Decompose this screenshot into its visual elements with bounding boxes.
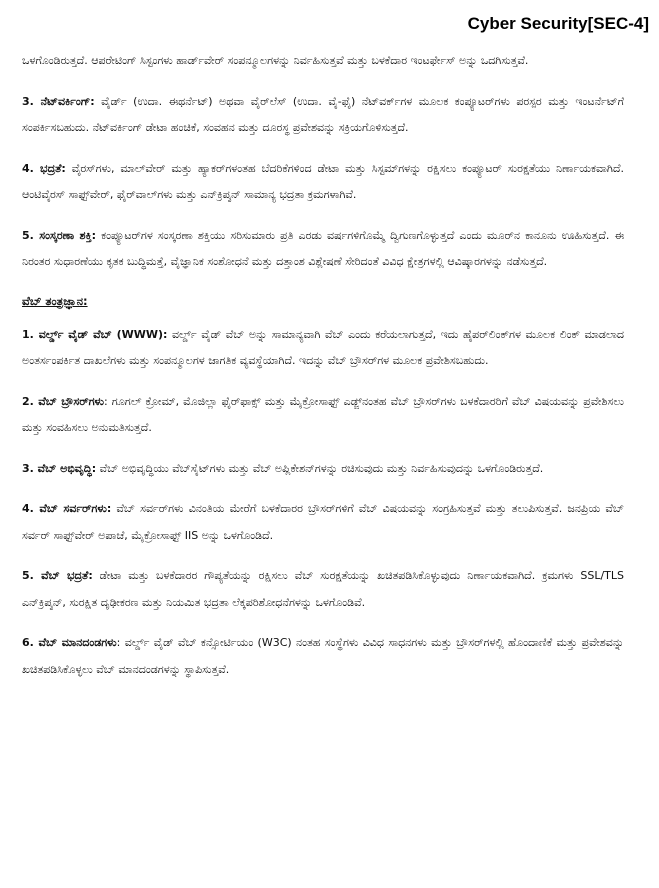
page-header-title: Cyber Security[SEC-4] (467, 14, 649, 33)
web-standards-paragraph (22, 630, 624, 683)
web-servers-text: ವೆಬ್ ಸರ್ವರ್‌ಗಳು ವಿನಂತಿಯ ಮೇರೆಗೆ ಬಳಕೆದಾರರ ಬ್ರೌಸರ್‌ಗಳಿಗೆ ವೆಬ್ ವಿಷಯವನ್ನು ಸಂಗ್ರಹಿಸುತ್ತವೆ ಮತ್ತು ತಲುಪಿಸುತ್ತವೆ. ಜನಪ್ರಿಯ ವೆಬ್ ಸರ್ವರ್ ಸಾಫ್ಟ್‌ವೇರ್ ಅಪಾಚೆ, ಮೈಕ್ರೋಸಾಫ್ಟ್ IIS ಅನ್ನು ಒಳಗೊಂಡಿದೆ. (22, 502, 624, 542)
web-security-term: 5. ವೆಬ್ ಭದ್ರತೆ: (22, 569, 93, 582)
networking-text: ವೈರ್ಡ್ (ಉದಾ. ಈಥರ್ನೆಟ್) ಅಥವಾ ವೈರ್‌ಲೆಸ್ (ಉದಾ. ವೈ-ಫೈ) ನೆಟ್‌ವರ್ಕ್‌ಗಳ ಮೂಲಕ ಕಂಪ್ಯೂಟರ್‌ಗಳು ಪರಸ್ಪರ ಮತ್ತು ಇಂಟರ್ನೆಟ್‌ಗೆ ಸಂಪರ್ಕಿಸಬಹುದು. ನೆಟ್‌ವರ್ಕಿಂಗ್ ಡೇಟಾ ಹಂಚಿಕೆ, ಸಂವಹನ ಮತ್ತು ದೂರಸ್ಥ ಪ್ರವೇಶವನ್ನು ಸಕ್ರಿಯಗೊಳಿಸುತ್ತದೆ. (22, 94, 624, 134)
web-servers-paragraph (22, 496, 624, 549)
intro-paragraph: ಒಳಗೊಂಡಿರುತ್ತದೆ. ಆಪರೇಟಿಂಗ್ ಸಿಸ್ಟಂಗಳು ಹಾರ್ಡ್‌ವೇರ್ ಸಂಪನ್ಮೂಲಗಳನ್ನು ನಿರ್ವಹಿಸುತ್ತವೆ ಮತ್ತು ಬಳಕೆದಾರ ಇಂಟರ್ಫೇಸ್ ಅನ್ನು ಒದಗಿಸುತ್ತವೆ. (22, 54, 529, 67)
networking-paragraph (22, 89, 624, 142)
processing-power-term: 5. ಸಂಸ್ಕರಣಾ ಶಕ್ತಿ: (22, 228, 97, 242)
processing-power-text: ಕಂಪ್ಯೂಟರ್‌ಗಳ ಸಂಸ್ಕರಣಾ ಶಕ್ತಿಯು ಸರಿಸುಮಾರು ಪ್ರತಿ ಎರಡು ವರ್ಷಗಳಿಗೊಮ್ಮೆ ದ್ವಿಗುಣಗೊಳ್ಳುತ್ತದೆ ಎಂದು ಮೂರ್‌ನ ಕಾನೂನು ಊಹಿಸುತ್ತದೆ. ಈ ನಿರಂತರ ಸುಧಾರಣೆಯು ಕೃತಕ ಬುದ್ಧಿಮತ್ತೆ, ವೈಜ್ಞಾನಿಕ ಸಂಶೋಧನೆ ಮತ್ತು ದತ್ತಾಂಶ ವಿಶ್ಲೇಷಣೆ ಸೇರಿದಂತೆ ವಿವಿಧ ಕ್ಷೇತ್ರಗಳಲ್ಲಿ ಆವಿಷ್ಕಾರಗಳನ್ನು ನಡೆಸುತ್ತದೆ. (22, 228, 624, 268)
web-browsers-text: : ಗೂಗಲ್ ಕ್ರೋಮ್, ಮೊಜಿಲ್ಲಾ ಫೈರ್‌ಫಾಕ್ಸ್ ಮತ್ತು ಮೈಕ್ರೋಸಾಫ್ಟ್ ಎಡ್ಜ್‌ನಂತಹ ವೆಬ್ ಬ್ರೌಸರ್‌ಗಳು ಬಳಕೆದಾರರಿಗೆ ವೆಬ್ ವಿಷಯವನ್ನು ಪ್ರವೇಶಿಸಲು ಮತ್ತು ಸಂವಹಿಸಲು ಅನುಮತಿಸುತ್ತದೆ. (22, 394, 624, 434)
document-body (22, 48, 624, 697)
web-development-term: 3. ವೆಬ್ ಅಭಿವೃದ್ಧಿ: (22, 461, 97, 475)
www-text: ವರ್ಲ್ಡ್ ವೈಡ್ ವೆಬ್ ಅನ್ನು ಸಾಮಾನ್ಯವಾಗಿ ವೆಬ್ ಎಂದು ಕರೆಯಲಾಗುತ್ತದೆ, ಇದು ಹೈಪರ್‌ಲಿಂಕ್‌ಗಳ ಮೂಲಕ ಲಿಂಕ್ ಮಾಡಲಾದ ಅಂತರ್ಸಂಪರ್ಕಿತ ದಾಖಲೆಗಳು ಮತ್ತು ಸಂಪನ್ಮೂಲಗಳ ಜಾಗತಿಕ ವ್ಯವಸ್ಥೆಯಾಗಿದೆ. ಇದನ್ನು ವೆಬ್ ಬ್ರೌಸರ್‌ಗಳ ಮೂಲಕ ಪ್ರವೇಶಿಸಬಹುದು. (22, 327, 624, 367)
web-standards-text: : ವರ್ಲ್ಡ್ ವೈಡ್ ವೆಬ್ ಕನ್ಸೋರ್ಟಿಯಂ (W3C) ನಂತಹ ಸಂಸ್ಥೆಗಳು ವಿವಿಧ ಸಾಧನಗಳು ಮತ್ತು ಬ್ರೌಸರ್‌ಗಳಲ್ಲಿ ಹೊಂದಾಣಿಕೆ ಮತ್ತು ಪ್ರವೇಶವನ್ನು ಖಚಿತಪಡಿಸಿಕೊಳ್ಳಲು ವೆಬ್ ಮಾನದಂಡಗಳನ್ನು ಸ್ಥಾಪಿಸುತ್ತವೆ. (22, 636, 624, 676)
web-development-paragraph (22, 456, 624, 483)
web-browsers-term: 2. ವೆಬ್ ಬ್ರೌಸರ್‌ಗಳು (22, 394, 104, 408)
www-term: 1. ವರ್ಲ್ಡ್ ವೈಡ್ ವೆಬ್ (WWW): (22, 327, 168, 341)
web-security-text: ಡೇಟಾ ಮತ್ತು ಬಳಕೆದಾರರ ಗೌಪ್ಯತೆಯನ್ನು ರಕ್ಷಿಸಲು ವೆಬ್ ಸುರಕ್ಷತೆಯನ್ನು ಖಚಿತಪಡಿಸಿಕೊಳ್ಳುವುದು ನಿರ್ಣಾಯಕವಾಗಿದೆ. ಕ್ರಮಗಳು SSL/TLS ಎನ್‌ಕ್ರಿಪ್ಶನ್, ಸುರಕ್ಷಿತ ದೃಢೀಕರಣ ಮತ್ತು ನಿಯಮಿತ ಭದ್ರತಾ ಲೆಕ್ಕಪರಿಶೋಧನೆಗಳನ್ನು ಒಳಗೊಂಡಿವೆ. (22, 569, 624, 609)
www-paragraph (22, 322, 624, 375)
processing-power-paragraph (22, 223, 624, 276)
web-technology-heading: ವೆಬ್ ತಂತ್ರಜ್ಞಾನ: (22, 293, 88, 308)
web-development-text: ವೆಬ್ ಅಭಿವೃದ್ಧಿಯು ವೆಬ್‌ಸೈಟ್‌ಗಳು ಮತ್ತು ವೆಬ್ ಅಪ್ಲಿಕೇಶನ್‌ಗಳನ್ನು ರಚಿಸುವುದು ಮತ್ತು ನಿರ್ವಹಿಸುವುದನ್ನು ಒಳಗೊಂಡಿರುತ್ತದೆ. (96, 461, 544, 475)
web-servers-term: 4. ವೆಬ್ ಸರ್ವರ್‌ಗಳು: (22, 502, 112, 515)
security-term: 4. ಭದ್ರತೆ: (22, 161, 66, 175)
networking-term: 3. ನೆಟ್‌ವರ್ಕಿಂಗ್: (22, 94, 95, 108)
web-browsers-paragraph (22, 389, 624, 442)
web-standards-term: 6. ವೆಬ್ ಮಾನದಂಡಗಳು (22, 636, 117, 649)
security-paragraph (22, 156, 624, 209)
security-text: ವೈರಸ್‌ಗಳು, ಮಾಲ್‌ವೇರ್ ಮತ್ತು ಹ್ಯಾಕರ್‌ಗಳಂತಹ ಬೆದರಿಕೆಗಳಿಂದ ಡೇಟಾ ಮತ್ತು ಸಿಸ್ಟಮ್‌ಗಳನ್ನು ರಕ್ಷಿಸಲು ಕಂಪ್ಯೂಟರ್ ಸುರಕ್ಷತೆಯು ನಿರ್ಣಾಯಕವಾಗಿದೆ. ಆಂಟಿವೈರಸ್ ಸಾಫ್ಟ್‌ವೇರ್, ಫೈರ್‌ವಾಲ್‌ಗಳು ಮತ್ತು ಎನ್‌ಕ್ರಿಪ್ಶನ್ ಸಾಮಾನ್ಯ ಭದ್ರತಾ ಕ್ರಮಗಳಾಗಿವೆ. (22, 161, 624, 201)
web-security-paragraph (22, 563, 624, 616)
